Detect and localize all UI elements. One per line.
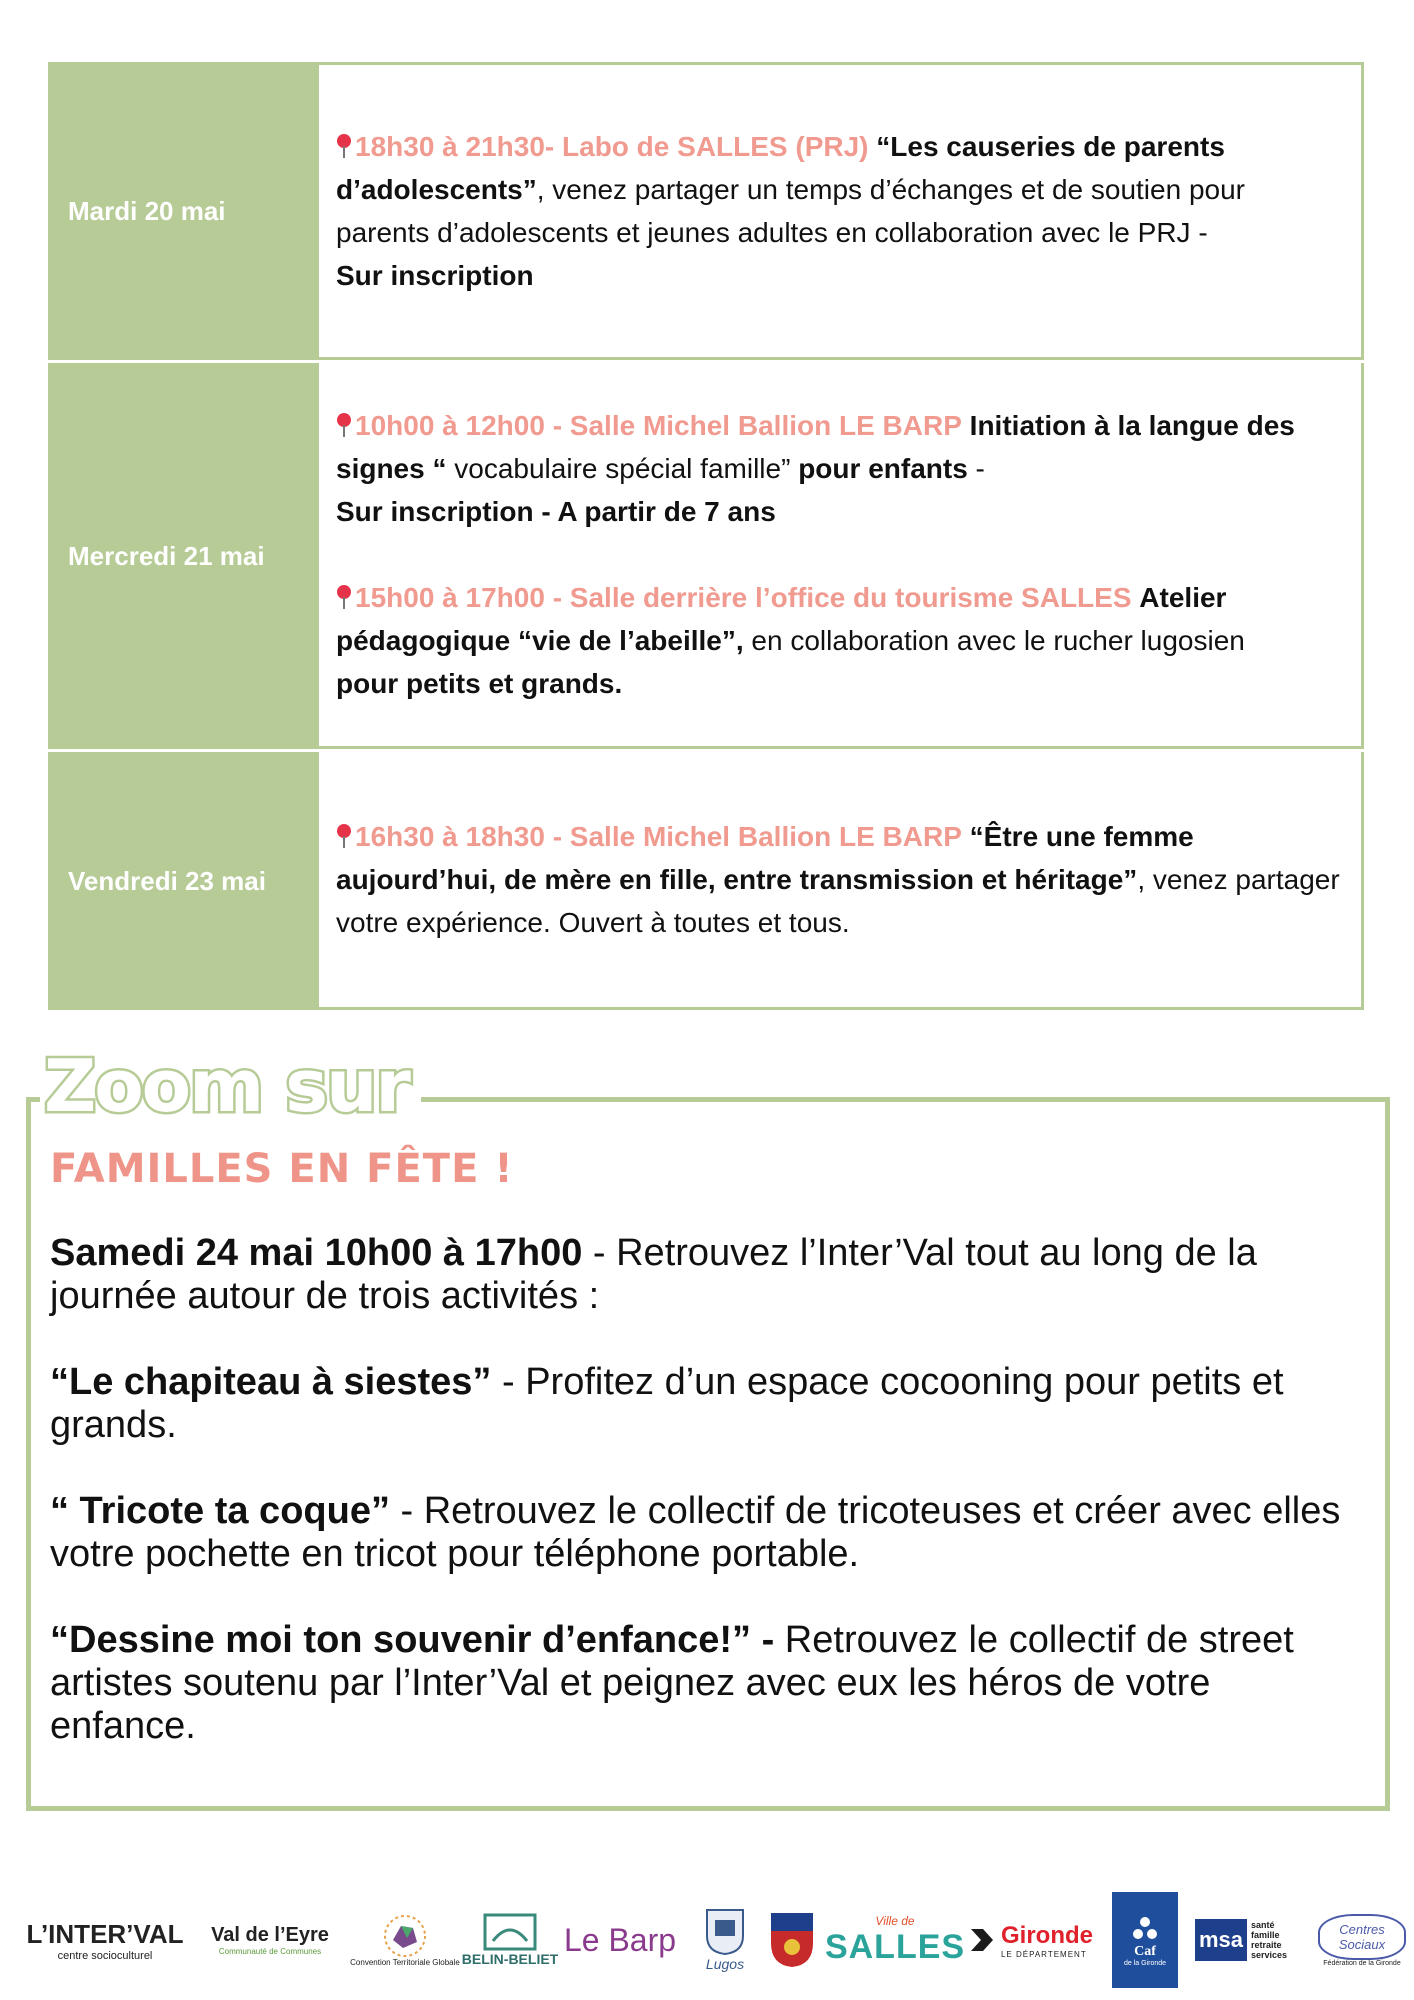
msa-logo xyxy=(1188,1892,1306,1988)
schedule-row xyxy=(48,752,1364,1013)
schedule-table xyxy=(48,62,1364,1013)
logo-sub: de la Gironde xyxy=(1123,1959,1167,1967)
event-description: , venez partager votre expérience. Ouvert à toutes et tous. xyxy=(336,864,1340,938)
partner-logos xyxy=(0,1892,1414,1992)
salles-logo xyxy=(824,1892,966,1988)
logo-name: msa xyxy=(1195,1919,1247,1961)
day-cell: Mardi 20 mai xyxy=(48,62,316,360)
events-cell xyxy=(316,363,1364,749)
logo-name: L’INTER’VAL xyxy=(26,1918,184,1949)
day-cell: Vendredi 23 mai xyxy=(48,752,316,1010)
zoom-paragraph-text: - Retrouvez le collectif de tricoteuses et créer avec elles votre pochette en tricot pour téléphone portable. xyxy=(50,1490,1341,1575)
event-title: “Les causeries de parents d’adolescents” xyxy=(336,131,1225,205)
zoom-paragraph-lead: “Dessine moi ton souvenir d’enfance!” - xyxy=(50,1619,775,1661)
event-description: , venez partager un temps d’échanges et de soutien pour parents d’adolescents et jeunes adultes en collaboration avec le PRJ - xyxy=(336,174,1245,248)
lugos-logo xyxy=(695,1892,755,1988)
location-pin-icon xyxy=(336,824,352,848)
event-place: 18h30 à 21h30- Labo de SALLES (PRJ) xyxy=(355,131,869,162)
event-entry xyxy=(336,404,1341,533)
gironde-text xyxy=(1001,1922,1093,1959)
zoom-body xyxy=(50,1232,1360,1791)
event-title: Atelier pédagogique “vie de l’abeille”, xyxy=(336,582,1227,656)
logo-name: Convention Territoriale Globale xyxy=(350,1957,460,1967)
schedule-row xyxy=(48,62,1364,363)
logo-name: SALLES xyxy=(824,1927,966,1966)
centres-sociaux-logo xyxy=(1316,1892,1408,1988)
event-note: pour petits et grands. xyxy=(336,668,623,699)
zoom-paragraph-lead: “ Tricote ta coque” xyxy=(50,1490,390,1532)
logo-name: Lugos xyxy=(705,1956,745,1972)
coat-of-arms-icon xyxy=(769,1911,815,1969)
events-cell xyxy=(316,62,1364,360)
coat-of-arms-logo xyxy=(762,1892,822,1988)
event-audience: pour enfants xyxy=(790,453,968,484)
interval-logo xyxy=(10,1892,200,1988)
logo-sub: Fédération de la Gironde xyxy=(1323,1959,1401,1967)
location-pin-icon xyxy=(336,413,352,437)
zoom-paragraph xyxy=(50,1490,1360,1576)
belin-beliet-logo xyxy=(461,1892,559,1988)
event-place: 16h30 à 18h30 - Salle Michel Ballion LE BARP xyxy=(355,821,962,852)
gironde-logo xyxy=(955,1892,1105,1988)
event-description: en collaboration avec le rucher lugosien xyxy=(743,625,1245,656)
ctg-logo xyxy=(350,1892,460,1988)
logo-sub: Ville de xyxy=(875,1913,915,1928)
zoom-paragraph-text: - Profitez d’un espace cocooning pour petits et grands. xyxy=(50,1361,1284,1446)
zoom-paragraph-lead: “Le chapiteau à siestes” xyxy=(50,1361,492,1403)
event-description: vocabulaire spécial famille” xyxy=(446,453,791,484)
location-pin-icon xyxy=(336,134,352,158)
logo-name: BELIN-BELIET xyxy=(461,1951,559,1967)
zoom-paragraph xyxy=(50,1619,1360,1748)
zoom-paragraph xyxy=(50,1232,1360,1318)
logo-name: Caf xyxy=(1134,1943,1156,1959)
belin-beliet-emblem-icon xyxy=(483,1913,537,1951)
zoom-paragraph-text: Retrouvez le collectif de street artistes soutenu par l’Inter’Val et peignez avec eux les héros de votre enfance. xyxy=(50,1619,1294,1747)
caf-emblem-icon xyxy=(1130,1914,1160,1944)
event-place: 15h00 à 17h00 - Salle derrière l’office du tourisme SALLES xyxy=(355,582,1132,613)
event-separator: - xyxy=(967,453,985,484)
lugos-crest-icon xyxy=(705,1908,745,1956)
gironde-arrow-icon xyxy=(967,1925,997,1955)
val-de-leyre-logo xyxy=(210,1892,330,1988)
ctg-emblem-icon xyxy=(383,1914,427,1958)
event-entry xyxy=(336,815,1341,944)
logo-name: Gironde xyxy=(1000,1921,1093,1949)
event-note: Sur inscription - A partir de 7 ans xyxy=(336,496,776,527)
event-title: “Être une femme aujourd’hui, de mère en fille, entre transmission et héritage” xyxy=(336,821,1194,895)
events-cell xyxy=(316,752,1364,1010)
zoom-heading: Zoom sur xyxy=(40,1046,421,1126)
location-pin-icon xyxy=(336,585,352,609)
schedule-row xyxy=(48,363,1364,752)
logo-sub: LE DÉPARTEMENT xyxy=(1000,1949,1087,1959)
event-entry xyxy=(336,125,1341,297)
logo-sub: centre socioculturel xyxy=(57,1949,153,1962)
logo-name: Val de l’Eyre xyxy=(211,1924,329,1946)
caf-logo xyxy=(1112,1892,1178,1988)
le-barp-logo xyxy=(555,1892,685,1988)
logo-sub: Communauté de Communes xyxy=(218,1947,322,1956)
day-cell: Mercredi 21 mai xyxy=(48,363,316,749)
logo-name: Centres Sociaux xyxy=(1318,1914,1406,1960)
event-note: Sur inscription xyxy=(336,260,534,291)
zoom-subtitle: FAMILLES EN FÊTE ! xyxy=(50,1146,514,1192)
event-entry xyxy=(336,576,1341,705)
zoom-paragraph-lead: Samedi 24 mai 10h00 à 17h00 xyxy=(50,1232,583,1274)
logo-sub: santé famille retraite services xyxy=(1251,1920,1288,1960)
zoom-paragraph xyxy=(50,1361,1360,1447)
zoom-paragraph-text: - Retrouvez l’Inter’Val tout au long de la journée autour de trois activités : xyxy=(50,1232,1257,1317)
logo-name: Le Barp xyxy=(563,1921,677,1958)
event-title: Initiation à la langue des signes “ xyxy=(336,410,1295,484)
event-place: 10h00 à 12h00 - Salle Michel Ballion LE BARP xyxy=(355,410,962,441)
